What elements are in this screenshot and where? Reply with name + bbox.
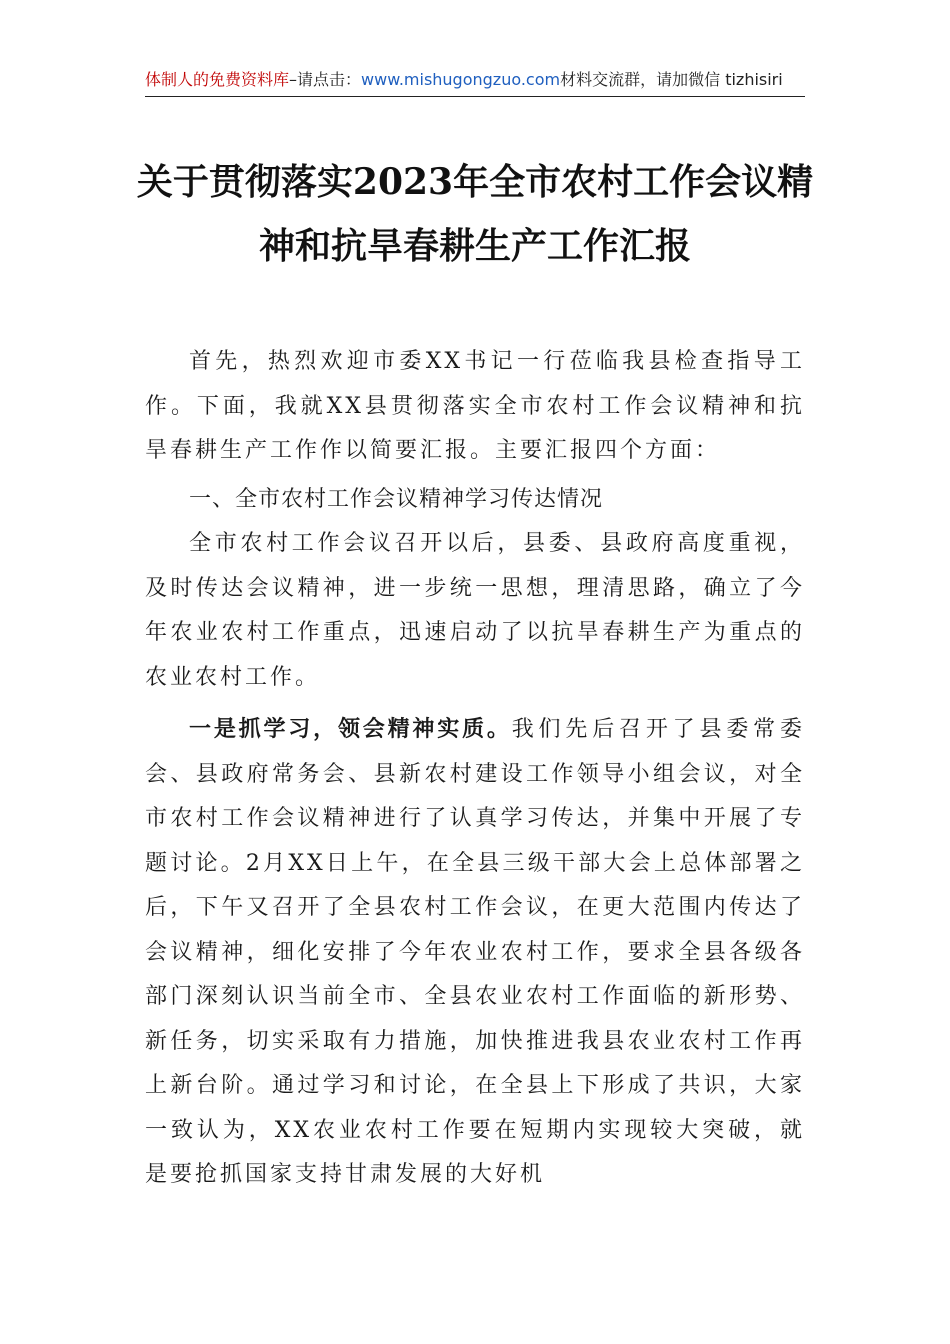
header-tail: 材料交流群，请加微信 tizhisiri (560, 70, 783, 89)
header-url-link[interactable]: www.mishugongzuo.com (361, 70, 561, 89)
header-site-name: 体制人的免费资料库 (145, 70, 290, 89)
section-1-paragraph: 全市农村工作会议召开以后，县委、县政府高度重视，及时传达会议精神，进一步统一思想，理清思路，确立了今年农业农村工作重点，迅速启动了以抗旱春耕生产为重点的农业农村工作。 (145, 531, 805, 690)
point-1-lead: 一是抓学习，领会精神实质。 (189, 717, 512, 742)
point-1-body: 我们先后召开了县委常委会、县政府常务会、县新农村建设工作领导小组会议，对全市农村工作会议精神进行了认真学习传达，并集中开展了专题讨论。2月XX日上午，在全县三级干部大会上总体部署之后，下午又召开了全县农村工作会议，在更大范围内传达了会议精神，细化安排了今年农业农村工作，要求全县各级各部门深刻认识当前全市、全县农业农村工作面临的新形势、新任务，切实采取有力措施，加快推进我县农业农村工作再上新台阶。通过学习和讨论，在全县上下形成了共识，大家一致认为，XX农业农村工作要在短期内实现较大突破，就是要抢抓国家支持甘肃发展的大好机 (145, 717, 805, 1187)
document-body (145, 340, 805, 1198)
title-line-1: 关于贯彻落实2023年全市农村工作会议精 (136, 161, 814, 203)
intro-paragraph: 首先，热烈欢迎市委XX书记一行莅临我县检查指导工作。下面，我就XX县贯彻落实全市农村工作会议精神和抗旱春耕生产工作作以简要汇报。主要汇报四个方面： (145, 349, 805, 463)
page-header (145, 66, 805, 97)
point-1-paragraph (145, 708, 805, 1198)
title-line-2: 神和抗旱春耕生产工作汇报 (258, 225, 691, 267)
header-prompt: –请点击： (289, 70, 362, 89)
document-title (110, 150, 840, 278)
section-1-heading: 一、全市农村工作会议精神学习传达情况 (189, 486, 604, 512)
